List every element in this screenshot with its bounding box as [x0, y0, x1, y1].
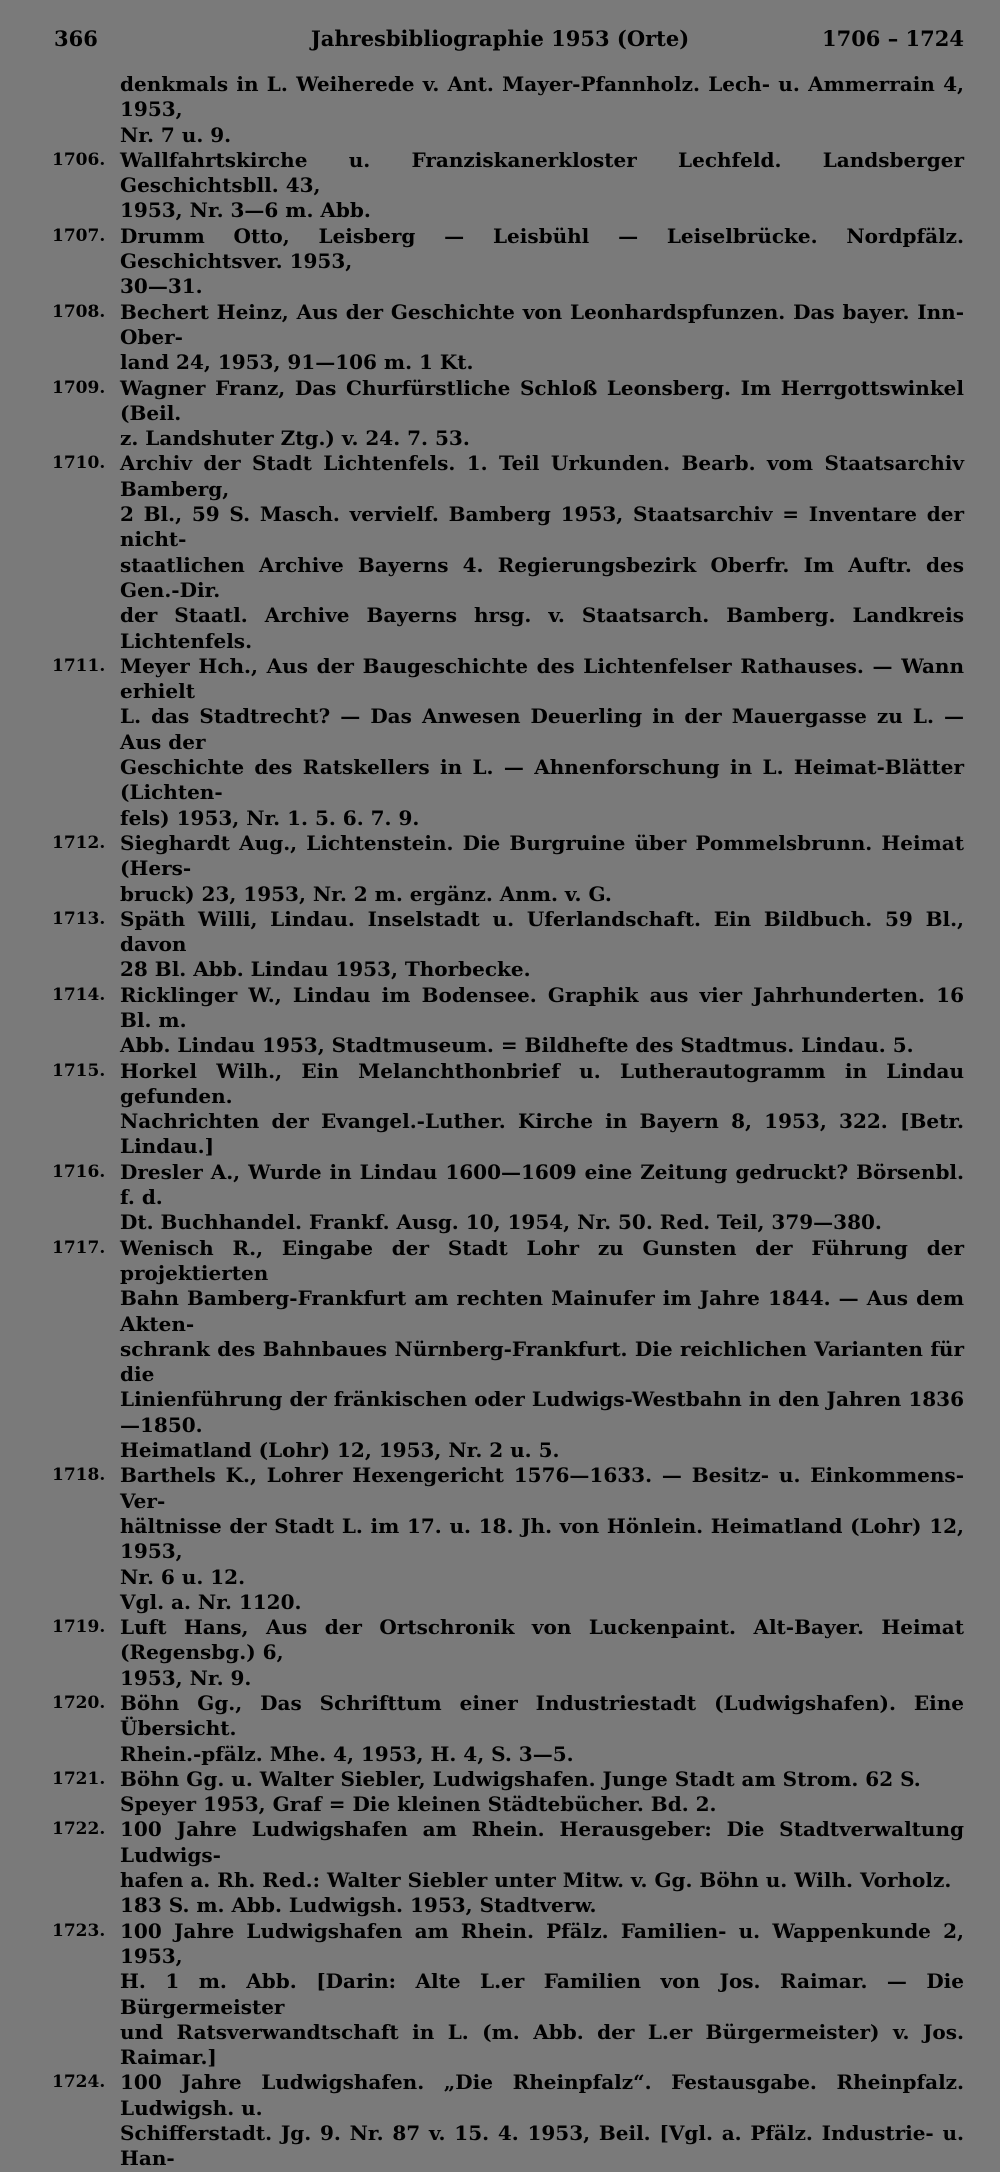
entry-text: Wallfahrtskirche u. Franziskanerkloster Lechfeld. Landsberger Geschichtsbll. 43, 1953, Nr. 3—6 m. Abb.: [120, 147, 964, 223]
entry-number: 1709.: [52, 377, 106, 398]
bibliography-entry: [0, 72, 1000, 148]
entry-number: 1718.: [52, 1465, 106, 1486]
entry-text: denkmals in L. Weiherede v. Ant. Mayer-Pfannholz. Lech- u. Ammerrain 4, 1953, Nr. 7 u. 9.: [120, 72, 964, 147]
entry-number: 1706.: [52, 149, 106, 170]
entry-number: 1715.: [52, 1060, 106, 1081]
entry-text: Böhn Gg. u. Walter Siebler, Ludwigshafen. Junge Stadt am Strom. 62 S. Speyer 1953, Graf = Die kleinen Städtebücher. Bd. 2.: [120, 1766, 921, 1817]
bibliography-entry: [0, 1615, 1000, 1691]
bibliography-entry: [0, 300, 1000, 376]
entry-number: 1712.: [52, 832, 106, 853]
entry-text: Barthels K., Lohrer Hexengericht 1576—1633. — Besitz- u. Einkommens-Ver- hältnisse der Stadt L. im 17. u. 18. Jh. von Hönlein. Heimatland (Lohr) 12, 1953, Nr. 6 u. 12. Vgl. a. Nr. 1120.: [120, 1463, 964, 1614]
entry-number: 1723.: [52, 1920, 106, 1941]
bibliography-entry: [0, 1767, 1000, 1818]
entry-text: Archiv der Stadt Lichtenfels. 1. Teil Urkunden. Bearb. vom Staatsarchiv Bamberg, 2 Bl., 59 S. Masch. vervielf. Bamberg 1953, Staatsarchiv = Inventare der nicht- staatlichen Archive Bayerns 4. Regierungsbezirk Oberfr. Im Auftr. des Gen.-Dir. der Staatl. Archive Bayerns hrsg. v. Staatsarch. Bamberg. Landkreis Lichtenfels.: [120, 451, 964, 653]
entry-number: 1708.: [52, 301, 106, 322]
entry-text: Luft Hans, Aus der Ortschronik von Luckenpaint. Alt-Bayer. Heimat (Regensbg.) 6, 1953, Nr. 9.: [120, 1615, 964, 1690]
entry-text: Horkel Wilh., Ein Melanchthonbrief u. Lutherautogramm in Lindau gefunden. Nachrichten der Evangel.-Luther. Kirche in Bayern 8, 1953, 322. [Betr. Lindau.]: [120, 1058, 964, 1159]
entry-text: Dresler A., Wurde in Lindau 1600—1609 eine Zeitung gedruckt? Börsenbl. f. d. Dt. Buchhandel. Frankf. Ausg. 10, 1954, Nr. 50. Red. Teil, 379—380.: [120, 1159, 964, 1235]
entry-number: 1717.: [52, 1237, 106, 1258]
bibliography-entry: [0, 654, 1000, 831]
entry-number: 1721.: [52, 1768, 106, 1789]
entry-range: 1706 – 1724: [821, 26, 964, 51]
bibliography-entry: [0, 376, 1000, 452]
bibliography-entry: [0, 831, 1000, 907]
entry-number: 1707.: [52, 225, 106, 246]
entry-text: 100 Jahre Ludwigshafen am Rhein. Herausgeber: Die Stadtverwaltung Ludwigs- hafen a. Rh. Red.: Walter Siebler unter Mitw. v. Gg. Böhn u. Wilh. Vorholz. 183 S. m. Abb. Ludwigsh. 1953, Stadtverw.: [120, 1817, 964, 1918]
bibliography-entry: [0, 2070, 1000, 2171]
bibliography-entry: [0, 1817, 1000, 1918]
bibliography-entry: [0, 983, 1000, 1059]
bibliography-entry: [0, 1236, 1000, 1464]
entry-number: 1711.: [52, 655, 106, 676]
page-number: 366: [54, 26, 98, 51]
entry-text: Späth Willi, Lindau. Inselstadt u. Uferlandschaft. Ein Bildbuch. 59 Bl., davon 28 Bl. Abb. Lindau 1953, Thorbecke.: [120, 906, 964, 982]
entry-number: 1722.: [52, 1819, 106, 1840]
entry-text: 100 Jahre Ludwigshafen. „Die Rheinpfalz“. Festausgabe. Rheinpfalz. Ludwigsh. u. Schifferstadt. Jg. 9. Nr. 87 v. 15. 4. 1953, Beil. [Vgl. a. Pfälz. Industrie- u. Han-: [120, 2070, 964, 2171]
entry-text: Wagner Franz, Das Churfürstliche Schloß Leonsberg. Im Herrgottswinkel (Beil. z. Landshuter Ztg.) v. 24. 7. 53.: [120, 375, 964, 451]
entry-text: Bechert Heinz, Aus der Geschichte von Leonhardspfunzen. Das bayer. Inn-Ober- land 24, 1953, 91—106 m. 1 Kt.: [120, 299, 964, 375]
bibliography-entry: [0, 1463, 1000, 1615]
bibliography-list: [0, 72, 1000, 2172]
bibliography-entry: [0, 1919, 1000, 2071]
bibliography-entry: [0, 1160, 1000, 1236]
entry-number: 1714.: [52, 984, 106, 1005]
running-header: [0, 26, 1000, 56]
entry-number: 1713.: [52, 908, 106, 929]
entry-text: Ricklinger W., Lindau im Bodensee. Graphik aus vier Jahrhunderten. 16 Bl. m. Abb. Lindau 1953, Stadtmuseum. = Bildhefte des Stadtmus. Lindau. 5.: [120, 982, 964, 1058]
entry-text: Drumm Otto, Leisberg — Leisbühl — Leiselbrücke. Nordpfälz. Geschichtsver. 1953, 30—31.: [120, 223, 964, 299]
bibliography-entry: [0, 224, 1000, 300]
bibliography-entry: [0, 451, 1000, 653]
entry-text: 100 Jahre Ludwigshafen am Rhein. Pfälz. Familien- u. Wappenkunde 2, 1953, H. 1 m. Abb. [Darin: Alte L.er Familien von Jos. Raimar. — Die Bürgermeister und Ratsverwandtschaft in L. (m. Abb. der L.er Bürgermeister) v. Jos. Raimar.]: [120, 1918, 964, 2070]
entry-number: 1716.: [52, 1161, 106, 1182]
entry-number: 1720.: [52, 1693, 106, 1713]
entry-text: Sieghardt Aug., Lichtenstein. Die Burgruine über Pommelsbrunn. Heimat (Hers- bruck) 23, 1953, Nr. 2 m. ergänz. Anm. v. G.: [120, 830, 964, 906]
bibliography-entry: [0, 148, 1000, 224]
bibliography-entry: [0, 907, 1000, 983]
running-title: Jahresbibliographie 1953 (Orte): [310, 26, 690, 51]
entry-text: Meyer Hch., Aus der Baugeschichte des Lichtenfelser Rathauses. — Wann erhielt L. das Stadtrecht? — Das Anwesen Deuerling in der Mauergasse zu L. — Aus der Geschichte des Ratskellers in L. — Ahnenforschung in L. Heimat-Blätter (Lichten- fels) 1953, Nr. 1. 5. 6. 7. 9.: [120, 653, 964, 830]
entry-text: Böhn Gg., Das Schrifttum einer Industriestadt (Ludwigshafen). Eine Übersicht. Rhein.-pfälz. Mhe. 4, 1953, H. 4, S. 3—5.: [120, 1691, 964, 1766]
entry-number: 1724.: [52, 2072, 106, 2093]
entry-number: 1719.: [52, 1617, 106, 1638]
entry-text: Wenisch R., Eingabe der Stadt Lohr zu Gunsten der Führung der projektierten Bahn Bamberg-Frankfurt am rechten Mainufer im Jahre 1844. — Aus dem Akten- schrank des Bahnbaues Nürnberg-Frankfurt. Die reichlichen Varianten für die Linienführung der fränkischen oder Ludwigs-Westbahn in den Jahren 1836—1850. Heimatland (Lohr) 12, 1953, Nr. 2 u. 5.: [120, 1235, 964, 1463]
bibliography-entry: [0, 1691, 1000, 1767]
entry-number: 1710.: [52, 453, 106, 474]
bibliography-entry: [0, 1059, 1000, 1160]
